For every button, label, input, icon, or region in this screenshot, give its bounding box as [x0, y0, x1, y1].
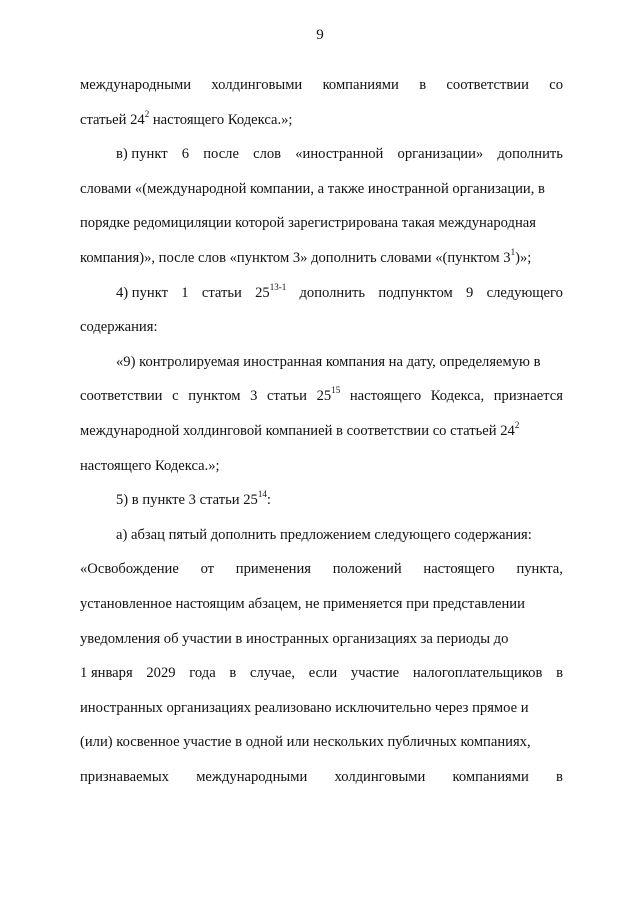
page-number: 9 [316, 27, 324, 43]
segment-text: соответствии [446, 77, 529, 93]
segment-tail: настоящего Кодекса.»; [149, 111, 293, 128]
segment-text: признается [493, 388, 563, 405]
text-segment [317, 383, 341, 418]
text-line [80, 314, 563, 349]
text-segment [295, 141, 383, 176]
text-segment [116, 487, 271, 513]
text-segment [80, 176, 545, 202]
text-line [80, 349, 563, 384]
text-line [80, 660, 563, 695]
segment-text: организации» [397, 146, 484, 163]
text-segment [80, 314, 158, 340]
text-segment [80, 107, 292, 133]
segment-text: уведомления об участии в иностранных организациях за периоды до [80, 630, 509, 647]
segment-text: 3 [250, 388, 258, 405]
text-segment [350, 383, 421, 418]
segment-text: «9) контролируемая иностранная компания на дату, определяемую в [116, 353, 541, 370]
text-segment [229, 660, 236, 695]
superscript: 14 [257, 489, 267, 500]
text-segment [116, 141, 168, 176]
text-segment [419, 72, 426, 107]
text-segment [497, 141, 563, 176]
segment-text: международными [196, 768, 308, 785]
text-segment [236, 556, 311, 591]
segment-text: слов [253, 146, 282, 163]
segment-text: холдинговыми [211, 77, 303, 93]
superscript: 15 [331, 385, 341, 396]
text-line [80, 107, 563, 142]
text-segment [80, 556, 179, 591]
text-segment [116, 522, 532, 548]
text-line [80, 141, 563, 176]
text-segment [556, 660, 563, 695]
text-segment [172, 383, 178, 418]
text-segment [80, 383, 162, 418]
text-segment [146, 660, 175, 695]
text-segment [80, 729, 531, 755]
segment-text: подпунктом [378, 284, 453, 301]
segment-text: (или) косвенное участие в одной или нескольких публичных компаниях, [80, 734, 531, 751]
segment-text: 4) пункт [116, 284, 168, 301]
text-segment [80, 210, 536, 236]
segment-text: применения [235, 561, 312, 578]
segment-text: соответствии [80, 388, 163, 405]
segment-text: налогоплательщиков [412, 665, 543, 682]
segment-text: «иностранной [295, 146, 384, 163]
text-segment [446, 72, 528, 107]
segment-text: 25 [316, 388, 332, 405]
text-segment [309, 660, 337, 695]
segment-tail: )»; [515, 249, 532, 266]
segment-text: порядке редомициляции которой зарегистрирована такая международная [80, 215, 536, 232]
text-segment [334, 764, 425, 799]
text-segment [487, 280, 563, 315]
segment-text: статьей 24 [80, 111, 145, 128]
text-segment [188, 383, 240, 418]
text-segment [398, 141, 484, 176]
text-line [80, 453, 563, 488]
text-segment [80, 72, 191, 107]
text-segment [181, 280, 188, 315]
segment-text: если [308, 665, 338, 682]
superscript: 2 [514, 420, 520, 431]
text-segment [203, 141, 239, 176]
text-segment [80, 591, 525, 617]
segment-text: в [229, 665, 237, 682]
segment-text: 5) в пункте 3 статьи 25 [116, 492, 258, 509]
text-line [80, 280, 563, 315]
text-segment [431, 383, 484, 418]
segment-text: содержания: [80, 319, 158, 336]
segment-text: настоящего [423, 561, 495, 578]
segment-text: после [203, 146, 239, 163]
segment-text: словами «(международной компании, а также иностранной организации, в [80, 180, 545, 197]
segment-text: иностранных организациях реализовано исключительно через прямое и [80, 699, 529, 716]
text-segment [250, 660, 295, 695]
text-segment [80, 453, 220, 479]
segment-text: а) абзац пятый дополнить предложением следующего содержания: [116, 526, 532, 543]
superscript: 1 [510, 247, 516, 258]
text-line [80, 245, 563, 280]
text-line [80, 695, 563, 730]
segment-text: пункта, [516, 561, 563, 578]
segment-text: компания)», после слов «пунктом 3» дополнить словами «(пунктом 3 [80, 249, 511, 266]
segment-text: в [556, 768, 563, 785]
text-segment [189, 660, 215, 695]
segment-text: признаваемых [80, 768, 169, 785]
text-segment [116, 280, 168, 315]
segment-text: компаниями [452, 768, 529, 785]
segment-text: 1 [181, 284, 189, 301]
text-line [80, 418, 563, 453]
segment-text: 25 [255, 284, 270, 301]
segment-text: компаниями [322, 77, 399, 93]
text-line [80, 383, 563, 418]
text-line [80, 729, 563, 764]
text-segment [556, 764, 563, 799]
text-line [80, 626, 563, 661]
superscript: 13-1 [269, 281, 287, 292]
text-line [80, 487, 563, 522]
segment-text: года [189, 665, 216, 682]
segment-text: со [549, 77, 563, 93]
text-line [80, 522, 563, 557]
text-segment [80, 764, 169, 799]
segment-text: международной холдинговой компанией в соответствии со статьей 24 [80, 422, 515, 439]
segment-text: 1 января [80, 665, 133, 682]
segment-text: в [419, 77, 427, 93]
text-segment [250, 383, 257, 418]
segment-text: «Освобождение [80, 561, 179, 578]
text-segment [182, 141, 189, 176]
segment-text: 6 [181, 146, 190, 163]
segment-text: с [172, 388, 179, 405]
segment-text: холдинговыми [334, 768, 426, 785]
segment-text: 2029 [146, 665, 176, 682]
document-body [80, 72, 563, 798]
text-segment [211, 72, 302, 107]
segment-text: международными [80, 77, 192, 93]
text-segment [351, 660, 399, 695]
text-line [80, 210, 563, 245]
text-segment [80, 245, 531, 271]
text-segment [116, 349, 541, 375]
text-segment [80, 418, 519, 444]
segment-text: установленное настоящим абзацем, не применяется при представлении [80, 595, 525, 612]
segment-text: положений [332, 561, 402, 578]
text-segment [196, 764, 307, 799]
segment-tail: : [266, 492, 271, 509]
segment-text: следующего [486, 284, 563, 301]
text-segment [423, 556, 494, 591]
segment-text: в) пункт [116, 146, 168, 163]
text-line [80, 591, 563, 626]
text-segment [80, 695, 529, 721]
text-segment [255, 280, 286, 315]
text-line [80, 72, 563, 107]
text-segment [549, 72, 563, 107]
segment-text: Кодекса, [430, 388, 485, 405]
segment-text: от [200, 561, 215, 578]
segment-text: в [556, 665, 563, 682]
text-segment [413, 660, 542, 695]
text-segment [323, 72, 399, 107]
text-segment [466, 280, 473, 315]
segment-text: случае, [250, 665, 296, 682]
text-segment [202, 280, 242, 315]
segment-text: настоящего [349, 388, 422, 405]
text-segment [80, 660, 133, 695]
text-segment [516, 556, 563, 591]
text-segment [300, 280, 366, 315]
segment-text: дополнить [299, 284, 366, 301]
text-line [80, 176, 563, 211]
text-line [80, 764, 563, 799]
text-segment [494, 383, 563, 418]
superscript: 2 [144, 108, 150, 119]
text-line [80, 556, 563, 591]
text-segment [267, 383, 307, 418]
text-segment [378, 280, 452, 315]
segment-text: участие [350, 665, 400, 682]
text-segment [333, 556, 402, 591]
text-segment [80, 626, 508, 652]
segment-text: 9 [466, 284, 474, 301]
segment-text: дополнить [497, 146, 563, 163]
text-segment [453, 764, 529, 799]
text-segment [201, 556, 214, 591]
segment-text: пунктом [188, 388, 241, 405]
segment-text: статьи [267, 388, 307, 405]
text-segment [253, 141, 281, 176]
segment-text: статьи [201, 284, 242, 301]
segment-text: настоящего Кодекса.»; [80, 457, 220, 474]
